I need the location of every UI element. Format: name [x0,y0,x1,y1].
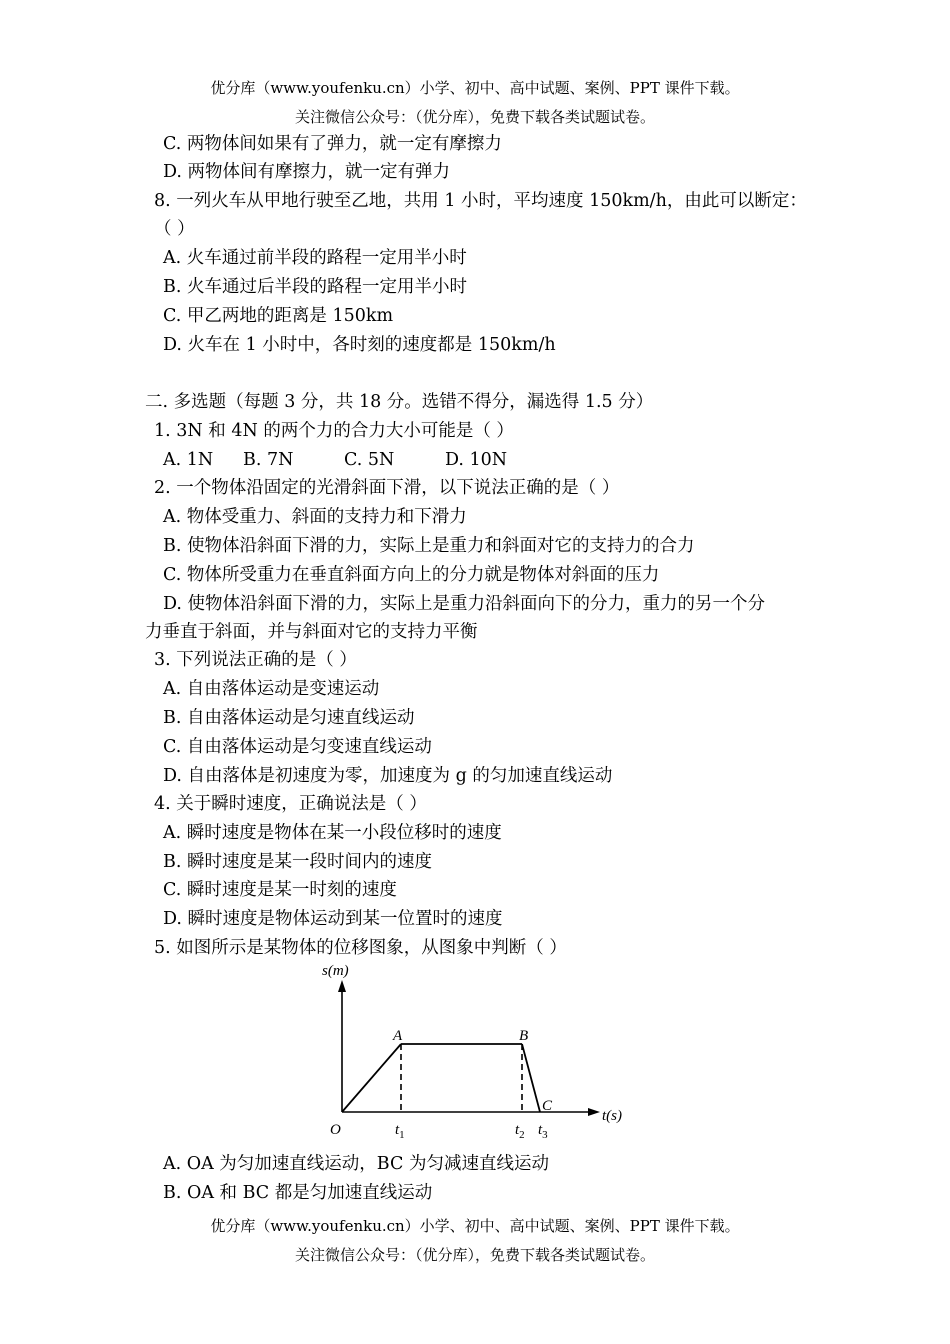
m4-option-c: C. 瞬时速度是某一时刻的速度 [163,880,397,900]
section-2-title: 二. 多选题（每题 3 分，共 18 分。选错不得分，漏选得 1.5 分） [145,392,654,412]
tick-label-t3 [538,1122,548,1141]
m1-option-a: A. 1N [163,450,214,470]
t3-letter: t [538,1122,543,1138]
q8-answer-blank: （ ） [154,219,195,239]
m3-option-b: B. 自由落体运动是匀速直线运动 [163,708,415,728]
origin-label: O [330,1122,341,1138]
x-axis-arrowhead [588,1108,600,1116]
t1-letter: t [395,1122,400,1138]
point-b-label: B [519,1028,529,1044]
m1-options-row [163,448,507,472]
header-line-2: 关注微信公众号：（优分库），免费下载各类试题试卷。 [294,108,655,126]
m4-option-d: D. 瞬时速度是物体运动到某一位置时的速度 [163,909,503,929]
m2-option-d: D. 使物体沿斜面下滑的力，实际上是重力沿斜面向下的分力，重力的另一个分 [163,594,766,614]
q7-option-c: C. 两物体间如果有了弹力，就一定有摩擦力 [163,134,502,154]
m2-option-c: C. 物体所受重力在垂直斜面方向上的分力就是物体对斜面的压力 [163,565,660,585]
t1-subscript: 1 [399,1129,405,1141]
footer-line-2: 关注微信公众号：（优分库），免费下载各类试题试卷。 [294,1246,655,1264]
m5-option-a: A. OA 为匀加速直线运动，BC 为匀减速直线运动 [163,1154,549,1174]
m2-option-d-continued: 力垂直于斜面，并与斜面对它的支持力平衡 [145,622,478,642]
segment-oa [342,1044,401,1112]
m2-option-a: A. 物体受重力、斜面的支持力和下滑力 [163,507,467,527]
m1-option-d: D. 10N [445,450,508,470]
tick-label-t2 [515,1122,525,1141]
m2-option-b: B. 使物体沿斜面下滑的力，实际上是重力和斜面对它的支持力的合力 [163,536,695,556]
point-c-label: C [542,1098,553,1114]
header-line-1: 优分库（www.youfenku.cn）小学、初中、高中试题、案例、PPT 课件下载。 [210,79,740,97]
m5-option-b: B. OA 和 BC 都是匀加速直线运动 [163,1183,433,1203]
x-axis-label: t(s) [602,1108,622,1124]
m3-option-c: C. 自由落体运动是匀变速直线运动 [163,737,432,757]
m3-option-a: A. 自由落体运动是变速运动 [163,679,380,699]
t2-subscript: 2 [519,1129,525,1141]
m4-option-b: B. 瞬时速度是某一段时间内的速度 [163,852,432,872]
t2-letter: t [515,1122,520,1138]
displacement-time-graph [300,960,640,1150]
m1-option-c: C. 5N [344,450,395,470]
q8-option-c: C. 甲乙两地的距离是 150km [163,306,394,326]
q8-option-d: D. 火车在 1 小时中，各时刻的速度都是 150km/h [163,335,556,355]
y-axis-arrowhead [338,980,346,992]
q8-stem: 8. 一列火车从甲地行驶至乙地，共用 1 小时，平均速度 150km/h，由此可以断定： [154,191,807,211]
q8-option-a: A. 火车通过前半段的路程一定用半小时 [163,248,467,268]
footer-line-1: 优分库（www.youfenku.cn）小学、初中、高中试题、案例、PPT 课件下载。 [210,1217,740,1235]
tick-label-t1 [395,1122,405,1141]
m1-option-b: B. 7N [243,450,294,470]
segment-bc [522,1044,540,1112]
t3-subscript: 3 [542,1129,548,1141]
y-axis-label: s(m) [322,963,349,979]
m5-stem: 5. 如图所示是某物体的位移图象，从图象中判断（ ） [154,938,567,958]
point-a-label: A [393,1028,403,1044]
m4-option-a: A. 瞬时速度是物体在某一小段位移时的速度 [163,823,502,843]
m4-stem: 4. 关于瞬时速度，正确说法是（ ） [154,794,427,814]
m2-stem: 2. 一个物体沿固定的光滑斜面下滑，以下说法正确的是（ ） [154,478,620,498]
q8-option-b: B. 火车通过后半段的路程一定用半小时 [163,277,467,297]
m1-stem: 1. 3N 和 4N 的两个力的合力大小可能是（ ） [154,421,514,441]
m3-stem: 3. 下列说法正确的是（ ） [154,650,357,670]
m3-option-d: D. 自由落体是初速度为零，加速度为 g 的匀加速直线运动 [163,766,613,786]
q7-option-d: D. 两物体间有摩擦力，就一定有弹力 [163,162,451,182]
